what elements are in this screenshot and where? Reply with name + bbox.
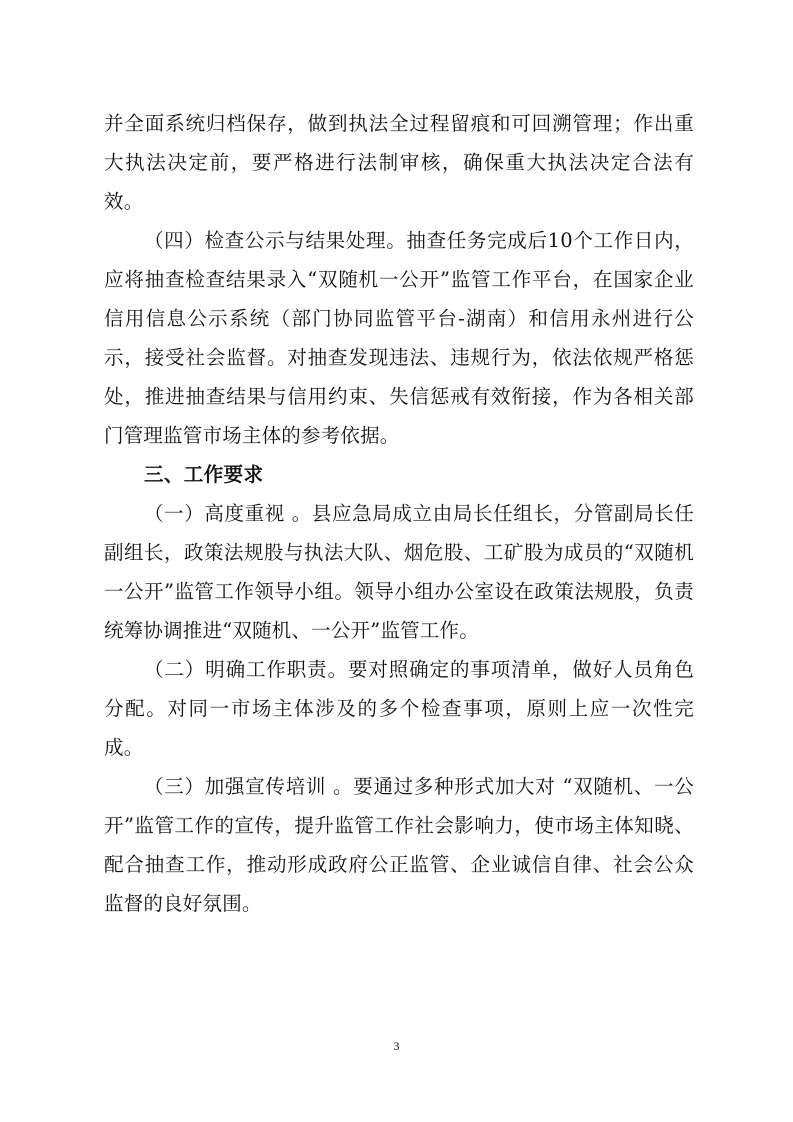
section-heading-work-requirements: 三、工作要求	[144, 463, 264, 486]
page-number: 3	[393, 1039, 400, 1053]
paragraph-archiving: 并全面系统归档保存，做到执法全过程留痕和可回溯管理；作出重大执法决定前，要严格进行法制审核，确保重大执法决定合法有效。	[104, 112, 694, 213]
document-body	[104, 104, 694, 923]
paragraph-clarify-duties: （二）明确工作职责。要对照确定的事项清单，做好人员角色分配。对同一市场主体涉及的多个检查事项，原则上应一次性完成。	[104, 658, 694, 759]
paragraph-publicity-training: （三）加强宣传培训 。要通过多种形式加大对 “双随机、一公开”监管工作的宣传，提升监管工作社会影响力，使市场主体知晓、配合抽查工作，推动形成政府公正监管、企业诚信自律、社会公众监督的良好氛围。	[104, 775, 694, 915]
paragraph-attach-importance: （一）高度重视 。县应急局成立由局长任组长，分管副局长任副组长，政策法规股与执法大队、烟危股、工矿股为成员的“双随机一公开”监管工作领导小组。领导小组办公室设在政策法规股，负责统筹协调推进“双随机、一公开”监管工作。	[104, 502, 694, 642]
paragraph-inspection-publicity: （四）检查公示与结果处理。抽查任务完成后10个工作日内，应将抽查检查结果录入“双随机一公开”监管工作平台，在国家企业信用信息公示系统（部门协同监管平台-湖南）和信用永州进行公示，接受社会监督。对抽查发现违法、违规行为，依法依规严格惩处，推进抽查结果与信用约束、失信惩戒有效衔接，作为各相关部门管理监管市场主体的参考依据。	[104, 229, 694, 447]
